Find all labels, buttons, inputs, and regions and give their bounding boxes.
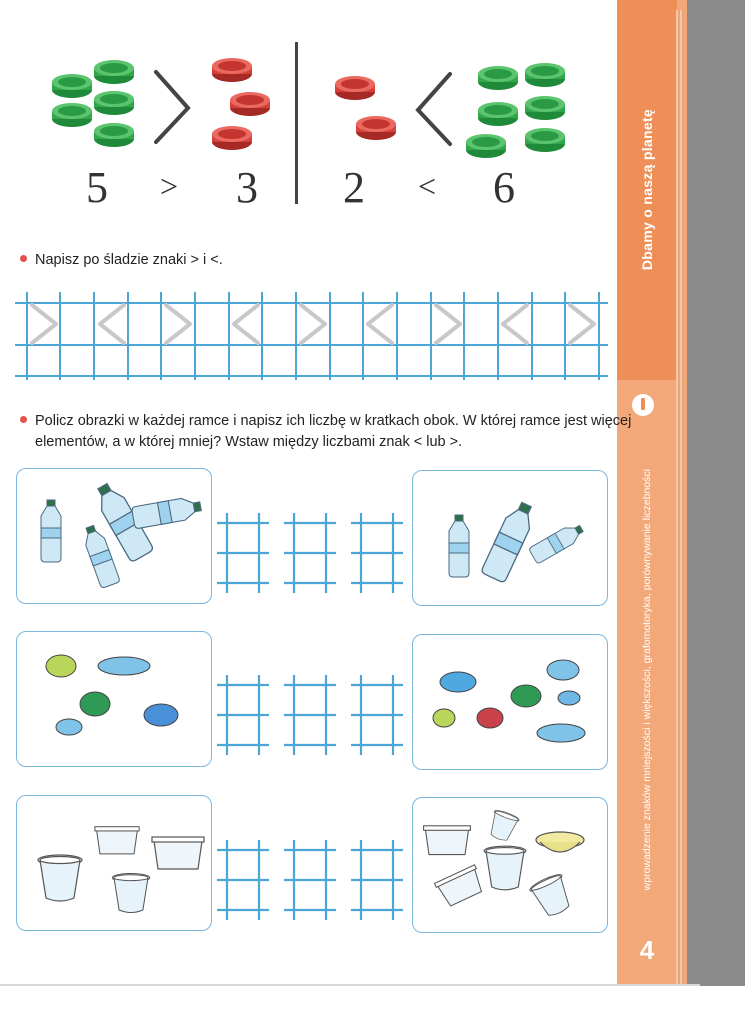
bottles-right xyxy=(449,499,586,583)
number-2: 2 xyxy=(343,163,365,212)
cups-right xyxy=(424,809,584,921)
task-1-text: Napisz po śladzie znaki > i <. xyxy=(35,252,223,268)
scan-edge xyxy=(685,0,745,1024)
cups-left xyxy=(38,827,204,913)
operator-less: < xyxy=(418,168,437,204)
number-3: 3 xyxy=(236,163,258,212)
page-number: 4 xyxy=(639,935,655,965)
scan-bottom xyxy=(0,986,745,1024)
number-6: 6 xyxy=(493,163,515,212)
sidebar-title xyxy=(617,0,677,380)
bottles-left xyxy=(41,480,202,589)
sidebar-skills xyxy=(617,430,677,930)
task-2-line-2: elementów, a w której mniej? Wstaw między liczbami znak < lub >. xyxy=(35,434,463,450)
task-2-line-1: Policz obrazki w każdej ramce i napisz ich liczbę w kratkach obok. W której ramce jest więcej xyxy=(35,413,632,429)
operator-greater: > xyxy=(160,168,179,204)
answer-boxes-row-2 xyxy=(217,675,403,755)
caps-right xyxy=(433,660,585,742)
number-5: 5 xyxy=(86,163,108,212)
answer-boxes-row-1 xyxy=(217,513,403,593)
page-edges xyxy=(676,10,684,988)
sidebar-title-text: Dbamy o naszą planetę xyxy=(639,109,655,271)
answer-boxes-row-3 xyxy=(217,840,403,920)
caps-left xyxy=(46,655,178,735)
sidebar-skills-text: wprowadzenie znaków mniejszości i większości, grafomotoryka, porównywanie liczebności xyxy=(641,469,653,891)
pencil-icon xyxy=(632,394,654,416)
